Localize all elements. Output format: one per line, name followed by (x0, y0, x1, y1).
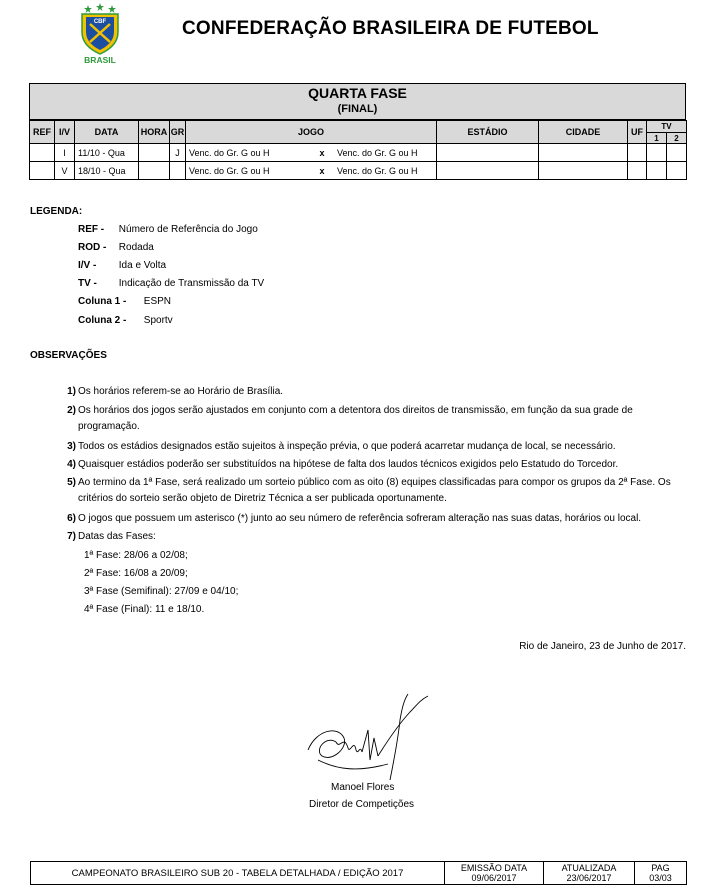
legend-item (78, 278, 264, 289)
cell-jogo (186, 144, 437, 162)
observation-item (62, 457, 682, 473)
col-tv-2: 2 (667, 133, 687, 144)
legend-item (78, 242, 154, 253)
legend-title: LEGENDA: (30, 206, 83, 217)
phase-date-line: 3ª Fase (Semifinal): 27/09 e 04/10; (84, 586, 239, 597)
cell-iv: V (55, 162, 75, 180)
observations-title: OBSERVAÇÕES (30, 350, 107, 361)
updated-label: ATUALIZADA (561, 863, 617, 873)
cell-iv: I (55, 144, 75, 162)
table-row (30, 144, 687, 162)
legend-desc: Ida e Volta (118, 260, 167, 271)
observation-number: 3) (67, 441, 76, 452)
phase-date-line: 4ª Fase (Final): 11 e 18/10. (84, 604, 205, 615)
observation-item (62, 475, 682, 507)
cell-cidade (539, 144, 628, 162)
star-icon (84, 3, 116, 13)
observation-item (62, 384, 682, 400)
emission-date: 09/06/2017 (471, 873, 517, 883)
col-hora: HORA (139, 121, 170, 144)
games-table (29, 120, 687, 180)
observation-text: Os horários dos jogos serão ajustados em conjunto com a detentora dos direitos de transmissão, em função da sua grade de programação. (78, 405, 633, 432)
legend-item (78, 260, 166, 271)
col-uf: UF (628, 121, 647, 144)
cell-tv-1 (647, 144, 667, 162)
cell-gr (170, 162, 186, 180)
observation-number: 6) (67, 513, 76, 524)
table-header-row (30, 121, 687, 133)
place-date: Rio de Janeiro, 23 de Junho de 2017. (519, 641, 686, 652)
legend-desc: ESPN (143, 296, 172, 307)
phase-title: QUARTA FASE (308, 85, 407, 101)
phase-subtitle: (FINAL) (337, 103, 378, 115)
cell-ref (30, 144, 55, 162)
legend-item (78, 296, 171, 307)
observation-text: O jogos que possuem um asterisco (*) junto ao seu número de referência sofreram alteração nas suas datas, horários ou local. (78, 513, 642, 524)
cbf-logo (74, 2, 126, 64)
versus-mark: x (319, 165, 325, 176)
observation-item (62, 439, 682, 455)
cell-jogo (186, 162, 437, 180)
phase-header (29, 83, 686, 120)
cell-ref (30, 162, 55, 180)
home-team: Venc. do Gr. G ou H (189, 147, 270, 158)
observation-number: 7) (67, 531, 76, 542)
signature (298, 690, 448, 790)
cell-gr: J (170, 144, 186, 162)
observation-text: Os horários referem-se ao Horário de Brasília. (78, 386, 284, 397)
col-iv: I/V (55, 121, 75, 144)
updated-date: 23/06/2017 (566, 873, 612, 883)
observation-text: Ao termino da 1ª Fase, será realizado um sorteio público com as oito (8) equipes classificadas para compor os grupos da 2ª Fase. Os critérios do sorteio serão objeto de Diretriz Técnica a ser publicada oportunamente. (78, 477, 671, 504)
observation-number: 4) (67, 459, 76, 470)
emission-label: EMISSÃO DATA (460, 863, 528, 873)
observation-text: Todos os estádios designados estão sujeitos à inspeção prévia, o que poderá acarretar mudança de local, se necessário. (78, 441, 616, 452)
col-data: DATA (75, 121, 139, 144)
legend-code: Coluna 2 - (78, 315, 127, 326)
cell-tv-2 (667, 162, 687, 180)
svg-text:CBF: CBF (93, 19, 107, 25)
observation-item (62, 529, 682, 545)
footer-updated (544, 862, 635, 884)
org-title: CONFEDERAÇÃO BRASILEIRA DE FUTEBOL (182, 18, 599, 39)
legend-item (78, 315, 173, 326)
cell-uf (628, 162, 647, 180)
home-team: Venc. do Gr. G ou H (189, 165, 270, 176)
footer-championship: CAMPEONATO BRASILEIRO SUB 20 - TABELA DETALHADA / EDIÇÃO 2017 (31, 862, 445, 884)
observation-number: 5) (67, 477, 76, 488)
signatory-role: Diretor de Competições (309, 799, 415, 810)
cell-estadio (437, 144, 539, 162)
legend-code: I/V - (78, 260, 97, 271)
cell-hora (139, 162, 170, 180)
legend-desc: Sportv (143, 315, 173, 326)
phase-date-line: 2ª Fase: 16/08 a 20/09; (84, 568, 188, 579)
table-row (30, 162, 687, 180)
signatory-name: Manoel Flores (331, 782, 395, 793)
observation-item (62, 403, 682, 435)
observation-number: 2) (67, 405, 76, 416)
svg-text:BRASIL: BRASIL (84, 55, 116, 64)
away-team: Venc. do Gr. G ou H (337, 165, 418, 176)
col-gr: GR (170, 121, 186, 144)
legend-code: Coluna 1 - (78, 296, 127, 307)
away-team: Venc. do Gr. G ou H (337, 147, 418, 158)
col-cidade: CIDADE (539, 121, 628, 144)
document-footer (30, 861, 687, 885)
observation-number: 1) (67, 386, 76, 397)
cell-uf (628, 144, 647, 162)
observation-item (62, 511, 682, 527)
legend-code: REF - (78, 224, 105, 235)
cell-hora (139, 144, 170, 162)
col-jogo: JOGO (186, 121, 437, 144)
col-tv: TV (647, 121, 687, 133)
legend-desc: Rodada (118, 242, 154, 253)
observation-text: Datas das Fases: (78, 531, 156, 542)
legend-desc: Número de Referência do Jogo (118, 224, 258, 235)
legend-code: ROD - (78, 242, 107, 253)
footer-page (635, 862, 686, 884)
cell-data: 18/10 - Qua (75, 162, 139, 180)
col-tv-1: 1 (647, 133, 667, 144)
cell-cidade (539, 162, 628, 180)
col-ref: REF (30, 121, 55, 144)
cell-estadio (437, 162, 539, 180)
footer-emission (445, 862, 544, 884)
cell-tv-1 (647, 162, 667, 180)
observation-text: Quaisquer estádios poderão ser substituídos na hipótese de falta dos laudos técnicos exigidos pelo Estatudo do Torcedor. (78, 459, 619, 470)
cell-data: 11/10 - Qua (75, 144, 139, 162)
page-number: 03/03 (649, 873, 672, 883)
phase-date-line: 1ª Fase: 28/06 a 02/08; (84, 550, 188, 561)
cell-tv-2 (667, 144, 687, 162)
col-estadio: ESTÁDIO (437, 121, 539, 144)
legend-desc: Indicação de Transmissão da TV (118, 278, 265, 289)
legend-item (78, 224, 258, 235)
versus-mark: x (319, 147, 325, 158)
page-label: PAG (651, 863, 670, 873)
legend-code: TV - (78, 278, 97, 289)
